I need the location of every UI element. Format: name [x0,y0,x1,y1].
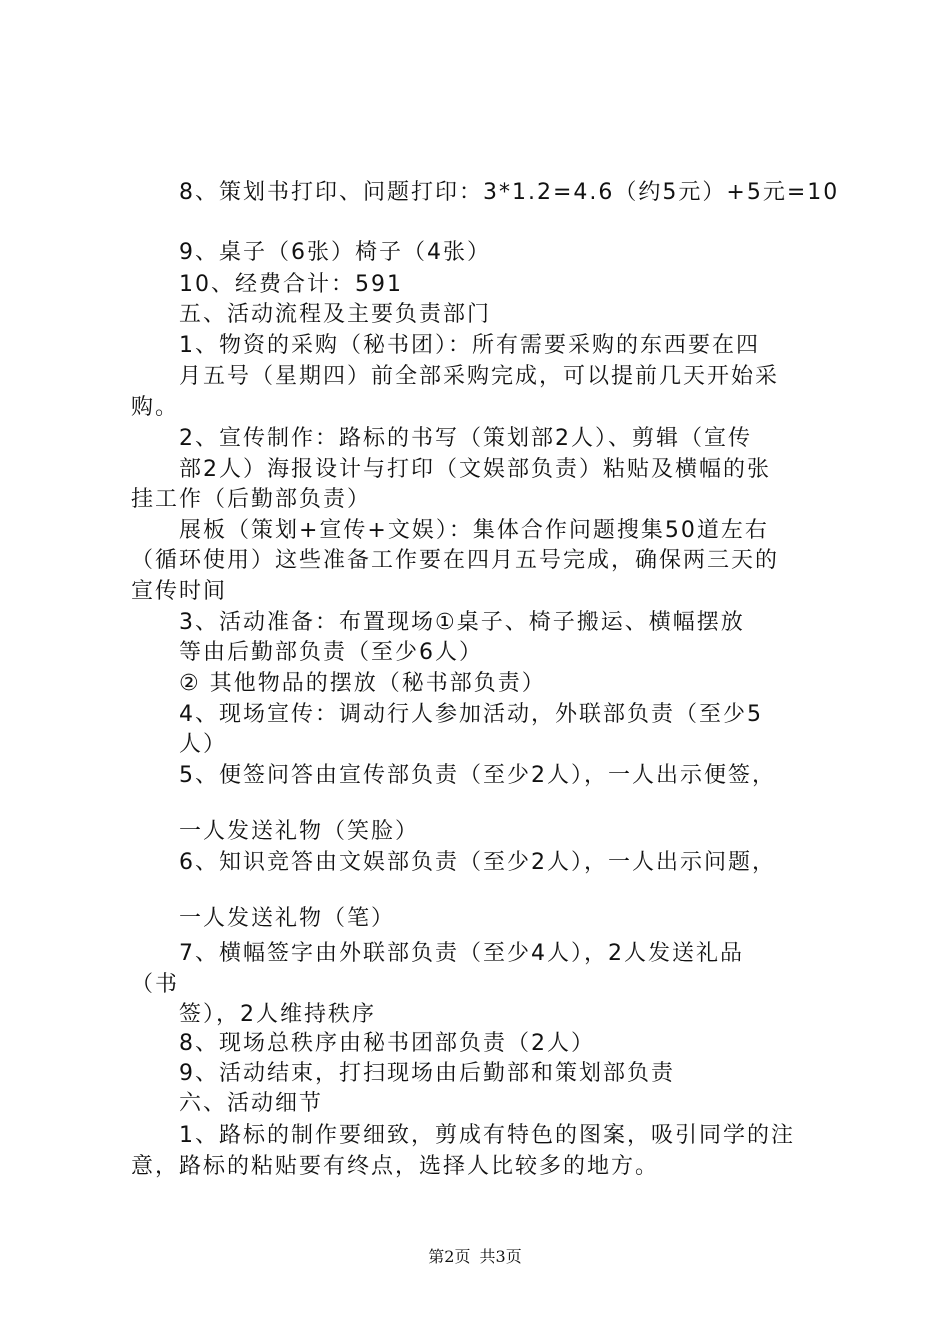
text-line: 月五号（星期四）前全部采购完成，可以提前几天开始采 [179,364,780,389]
text-line: 10、经费合计：591 [179,272,403,297]
text-line: 展板（策划+宣传+文娱）：集体合作问题搜集50道左右 [179,518,769,543]
text-line: （循环使用）这些准备工作要在四月五号完成，确保两三天的 [131,548,780,573]
text-line: 3、活动准备：布置现场①桌子、椅子搬运、横幅摆放 [179,610,745,635]
text-line: 9、桌子（6张）椅子（4张） [179,240,491,265]
section-heading: 五、活动流程及主要负责部门 [179,302,492,327]
text-line: 购。 [131,395,180,420]
page-number: 第2页 [428,1247,471,1266]
text-line: 2、宣传制作：路标的书写（策划部2人）、剪辑（宣传 [179,426,752,451]
text-line: 宣传时间 [131,579,228,604]
text-line: 5、便签问答由宣传部负责（至少2人），一人出示便签， [179,763,776,788]
text-line: （书 [131,972,180,997]
text-line: 意，路标的粘贴要有终点，选择人比较多的地方。 [131,1154,660,1179]
text-line: 挂工作（后勤部负责） [131,487,372,512]
text-line: 9、活动结束，打扫现场由后勤部和策划部负责 [179,1061,675,1086]
section-heading: 六、活动细节 [179,1091,324,1116]
text-line: 人） [179,732,228,757]
page-footer [0,1244,950,1267]
text-line: 1、物资的采购（秘书团）：所有需要采购的东西要在四 [179,333,760,358]
text-line: 一人发送礼物（笔） [179,906,396,931]
text-line: 1、路标的制作要细致，剪成有特色的图案，吸引同学的注 [179,1123,795,1148]
text-line: 签），2人维持秩序 [179,1002,376,1027]
text-line: 8、策划书打印、问题打印：3*1.2=4.6（约5元）+5元=10 [179,180,840,205]
text-line: 6、知识竞答由文娱部负责（至少2人），一人出示问题， [179,850,776,875]
page-total: 共3页 [479,1247,522,1266]
text-line: 部2人）海报设计与打印（文娱部负责）粘贴及横幅的张 [179,457,771,482]
text-line: 一人发送礼物（笑脸） [179,819,420,844]
text-line: 7、横幅签字由外联部负责（至少4人），2人发送礼品 [179,941,744,966]
text-line: 8、现场总秩序由秘书团部负责（2人） [179,1031,595,1056]
text-line: ② 其他物品的摆放（秘书部负责） [179,671,546,696]
text-line: 等由后勤部负责（至少6人） [179,640,483,665]
text-line: 4、现场宣传：调动行人参加活动，外联部负责（至少5 [179,702,763,727]
